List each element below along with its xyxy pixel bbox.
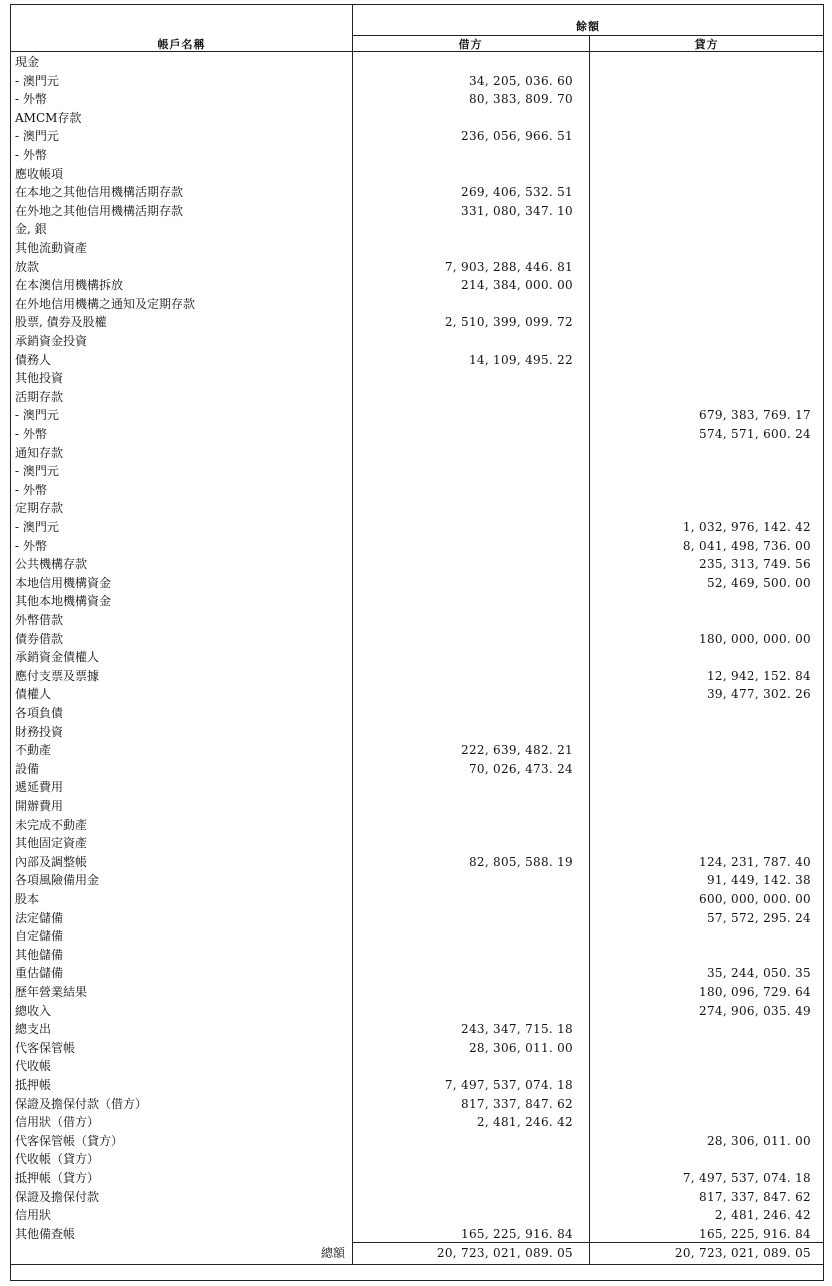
- account-name: - 外幣: [15, 148, 47, 162]
- account-name: - 澳門元: [15, 464, 59, 479]
- debit-amount: 70, 026, 473. 24: [468, 761, 573, 776]
- table-row: [11, 871, 823, 890]
- account-name: 代客保管帳: [15, 1040, 76, 1055]
- account-name: 開辦費用: [15, 799, 64, 813]
- table-row: [11, 574, 823, 593]
- account-name: 債券借款: [15, 631, 64, 646]
- debit-amount: 214, 384, 000. 00: [461, 278, 573, 293]
- table-row: [11, 313, 823, 332]
- account-name: - 外幣: [15, 427, 47, 441]
- table-row: [11, 1020, 823, 1039]
- total-rule-bottom: [11, 1264, 824, 1265]
- credit-amount: 817, 337, 847. 62: [699, 1189, 811, 1204]
- account-name: 總收入: [15, 1003, 52, 1018]
- debit-amount: 236, 056, 966. 51: [461, 129, 573, 144]
- account-name: 不動產: [15, 743, 52, 758]
- table-row: [11, 165, 823, 184]
- table-row: [11, 723, 823, 742]
- account-name: - 澳門元: [15, 408, 59, 423]
- table-row: [11, 611, 823, 630]
- table-row: [11, 444, 823, 463]
- account-name: 股本: [15, 892, 40, 906]
- table-row: [11, 648, 823, 667]
- account-name: 債權人: [15, 687, 52, 702]
- account-name: - 澳門元: [15, 129, 59, 144]
- total-row: [11, 1244, 823, 1263]
- table-row: [11, 1002, 823, 1021]
- table-row: [11, 183, 823, 202]
- account-name: 債務人: [15, 352, 52, 367]
- account-name: 歷年營業結果: [15, 985, 88, 999]
- debit-amount: 331, 080, 347. 10: [461, 203, 573, 218]
- table-row: [11, 295, 823, 314]
- table-row: [11, 1150, 823, 1169]
- table-row: [11, 518, 823, 537]
- credit-amount: 8, 041, 498, 736. 00: [682, 538, 811, 553]
- table-row: [11, 127, 823, 146]
- table-row: [11, 667, 823, 686]
- account-name: 設備: [15, 761, 40, 776]
- table-row: [11, 239, 823, 258]
- table-row: [11, 1057, 823, 1076]
- account-name: 金, 銀: [15, 222, 47, 237]
- table-row: [11, 276, 823, 295]
- account-name: 信用狀: [15, 1208, 52, 1223]
- account-name: 財務投資: [15, 724, 64, 739]
- account-name: - 外幣: [15, 538, 47, 553]
- table-row: [11, 369, 823, 388]
- account-name: 其他儲備: [15, 947, 64, 962]
- header-debit: 借方: [458, 38, 483, 51]
- table-row: [11, 332, 823, 351]
- credit-amount: 12, 942, 152. 84: [706, 668, 811, 683]
- table-row: [11, 1206, 823, 1225]
- debit-amount: 243, 347, 715. 18: [461, 1022, 573, 1037]
- table-row: [11, 592, 823, 611]
- table-row: [11, 816, 823, 835]
- credit-amount: 39, 477, 302. 26: [706, 687, 811, 702]
- debit-amount: 34, 205, 036. 60: [468, 73, 573, 88]
- table-row: [11, 499, 823, 518]
- table-row: [11, 1188, 823, 1207]
- account-name: 總支出: [15, 1022, 52, 1037]
- credit-amount: 28, 306, 011. 00: [706, 1133, 811, 1148]
- account-name: 各項負債: [15, 706, 64, 720]
- debit-amount: 28, 306, 011. 00: [468, 1040, 573, 1055]
- table-row: [11, 983, 823, 1002]
- account-name: 代收帳（貸方）: [15, 1152, 100, 1167]
- header-balance: 餘額: [576, 20, 600, 33]
- table-row: [11, 481, 823, 500]
- table-row: [11, 425, 823, 444]
- debit-amount: 7, 497, 537, 074. 18: [444, 1078, 573, 1092]
- table-row: [11, 1132, 823, 1151]
- account-name: 應付支票及票據: [15, 668, 100, 683]
- account-name: 其他備查帳: [15, 1226, 76, 1241]
- account-name: 抵押帳: [15, 1078, 52, 1092]
- table-row: [11, 1113, 823, 1132]
- account-name: - 外幣: [15, 92, 47, 107]
- account-name: 信用狀（借方）: [15, 1115, 100, 1130]
- table-row: [11, 704, 823, 723]
- account-name: 放款: [15, 259, 40, 274]
- credit-amount: 574, 571, 600. 24: [699, 427, 811, 441]
- balance-sheet: [10, 4, 824, 1281]
- account-name: 通知存款: [15, 445, 64, 460]
- total-label: 總額: [320, 1246, 345, 1260]
- credit-amount: 2, 481, 246. 42: [714, 1208, 811, 1223]
- account-name: 其他固定資產: [15, 836, 88, 851]
- account-name: 在本地之其他信用機構活期存款: [15, 185, 184, 200]
- table-row: [11, 778, 823, 797]
- account-name: 股票, 債券及股權: [15, 315, 107, 330]
- account-name: 保證及擔保付款: [15, 1189, 100, 1204]
- table-row: [11, 797, 823, 816]
- credit-amount: 57, 572, 295. 24: [706, 910, 811, 925]
- table-row: [11, 853, 823, 872]
- account-name: 活期存款: [15, 389, 64, 404]
- credit-amount: 1, 032, 976, 142. 42: [682, 520, 811, 534]
- account-name: 在外地信用機構之通知及定期存款: [15, 296, 196, 311]
- account-name: 外幣借款: [15, 613, 64, 627]
- credit-amount: 52, 469, 500. 00: [706, 575, 811, 590]
- account-name: 定期存款: [15, 501, 64, 516]
- account-name: 法定儲備: [15, 910, 64, 925]
- credit-amount: 180, 000, 000. 00: [699, 631, 811, 646]
- credit-amount: 180, 096, 729. 64: [699, 985, 811, 999]
- credit-amount: 165, 225, 916. 84: [699, 1226, 811, 1241]
- debit-amount: 14, 109, 495. 22: [468, 352, 573, 367]
- debit-amount: 269, 406, 532. 51: [461, 185, 573, 200]
- account-name: 應收帳項: [15, 166, 64, 181]
- table-row: [11, 202, 823, 221]
- table-row: [11, 685, 823, 704]
- table-row: [11, 741, 823, 760]
- total-rule-top: [352, 1242, 824, 1243]
- table-row: [11, 927, 823, 946]
- table-row: [11, 1225, 823, 1244]
- table-row: [11, 890, 823, 909]
- debit-amount: 2, 510, 399, 099. 72: [444, 315, 573, 330]
- credit-amount: 91, 449, 142. 38: [706, 873, 811, 888]
- table-row: [11, 630, 823, 649]
- account-name: 現金: [15, 55, 40, 69]
- account-name: 其他投資: [15, 371, 64, 386]
- account-name: 公共機構存款: [15, 557, 88, 572]
- account-name: 在外地之其他信用機構活期存款: [15, 203, 184, 218]
- table-row: [11, 1169, 823, 1188]
- debit-amount: 82, 805, 588. 19: [468, 854, 573, 869]
- account-name: - 外幣: [15, 482, 47, 497]
- account-name: 本地信用機構資金: [15, 575, 112, 590]
- table-row: [11, 1076, 823, 1095]
- table-row: [11, 146, 823, 165]
- header-account-name: 帳戶名稱: [157, 38, 206, 51]
- table-row: [11, 1095, 823, 1114]
- table-row: [11, 555, 823, 574]
- account-name: 各項風險備用金: [15, 873, 100, 888]
- table-row: [11, 909, 823, 928]
- account-name: 其他本地機構資金: [15, 594, 112, 609]
- account-name: 重估儲備: [15, 966, 64, 981]
- table-row: [11, 220, 823, 239]
- debit-amount: 80, 383, 809. 70: [468, 92, 573, 107]
- table-row: [11, 537, 823, 556]
- credit-amount: 679, 383, 769. 17: [699, 408, 811, 423]
- debit-amount: 7, 903, 288, 446. 81: [444, 259, 573, 274]
- credit-amount: 235, 313, 749. 56: [699, 557, 811, 572]
- credit-amount: 600, 000, 000. 00: [699, 892, 811, 906]
- account-name: 在本澳信用機構拆放: [15, 278, 124, 293]
- header-credit: 貸方: [694, 38, 719, 51]
- table-row: [11, 760, 823, 779]
- credit-amount: 7, 497, 537, 074. 18: [682, 1171, 811, 1185]
- account-name: - 澳門元: [15, 520, 59, 534]
- table-row: [11, 462, 823, 481]
- total-credit: 20, 723, 021, 089. 05: [674, 1246, 811, 1260]
- debit-amount: 222, 639, 482. 21: [461, 743, 573, 758]
- account-name: 抵押帳（貸方）: [15, 1171, 100, 1185]
- table-row: [11, 388, 823, 407]
- account-name: 未完成不動產: [15, 817, 88, 832]
- account-name: 自定儲備: [15, 929, 64, 944]
- table-row: [11, 258, 823, 277]
- total-debit: 20, 723, 021, 089. 05: [436, 1246, 573, 1260]
- credit-amount: 124, 231, 787. 40: [699, 854, 811, 869]
- account-name: 承銷資金債權人: [15, 650, 100, 665]
- table-row: [11, 90, 823, 109]
- account-name: 保證及擔保付款（借方）: [15, 1096, 148, 1111]
- credit-amount: 274, 906, 035. 49: [699, 1003, 811, 1018]
- credit-amount: 35, 244, 050. 35: [706, 966, 811, 981]
- debit-amount: 2, 481, 246. 42: [476, 1115, 573, 1130]
- account-name: 代收帳: [15, 1059, 52, 1074]
- table-row: [11, 964, 823, 983]
- account-name: 遞延費用: [15, 780, 64, 795]
- debit-amount: 165, 225, 916. 84: [461, 1226, 573, 1241]
- table-row: [11, 109, 823, 128]
- account-name: 其他流動資產: [15, 241, 88, 255]
- table-row: [11, 72, 823, 91]
- table-row: [11, 406, 823, 425]
- debit-amount: 817, 337, 847. 62: [461, 1096, 573, 1111]
- account-name: AMCM存款: [15, 110, 82, 125]
- table-row: [11, 351, 823, 370]
- table-row: [11, 1039, 823, 1058]
- account-name: 內部及調整帳: [15, 854, 88, 869]
- table-row: [11, 834, 823, 853]
- account-name: 承銷資金投資: [15, 334, 88, 348]
- account-name: - 澳門元: [15, 73, 59, 88]
- table-row: [11, 53, 823, 72]
- table-row: [11, 946, 823, 965]
- account-name: 代客保管帳（貸方）: [15, 1133, 124, 1148]
